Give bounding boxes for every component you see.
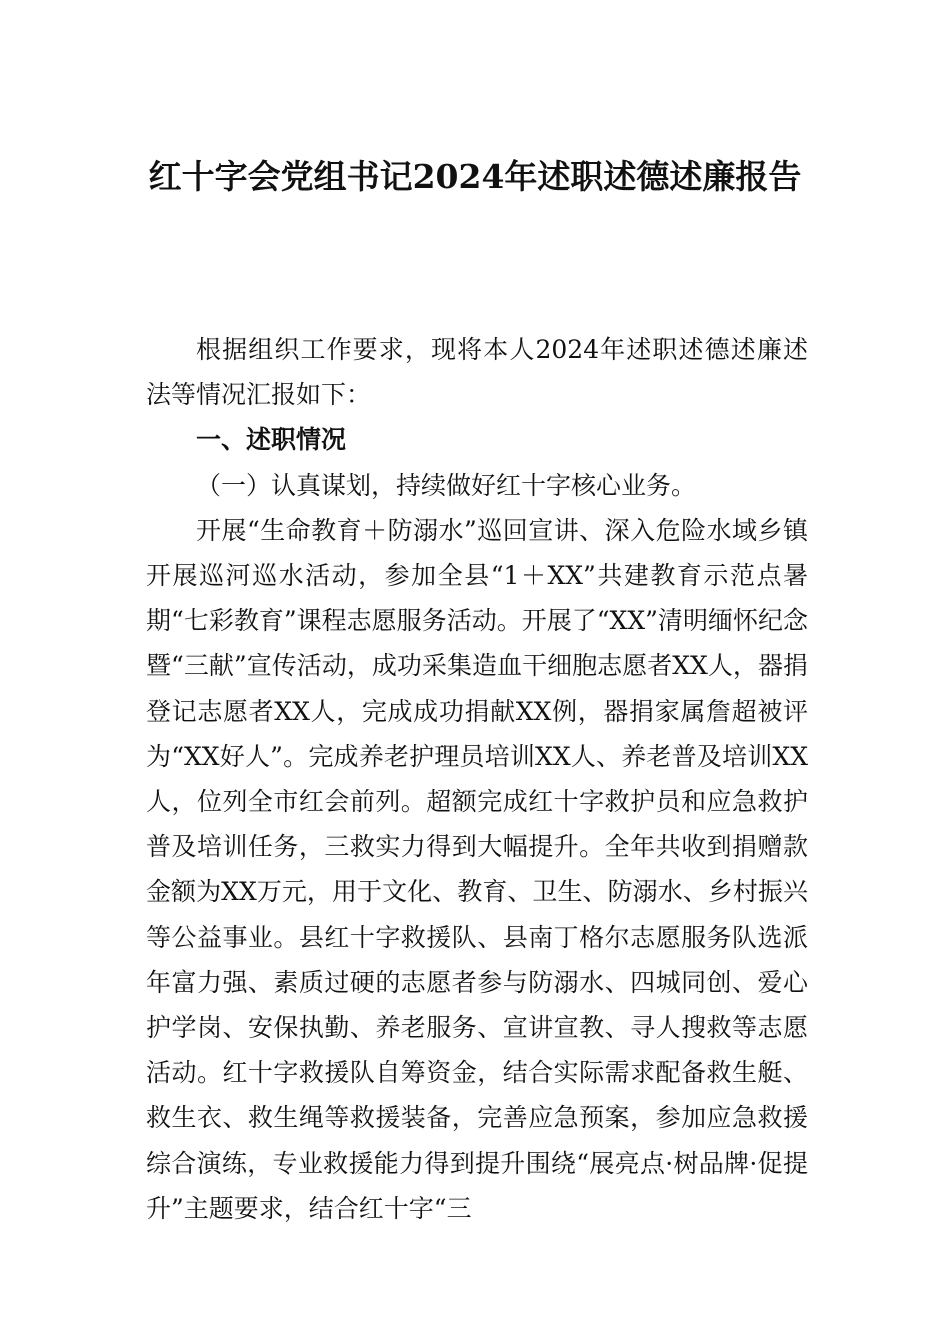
subsection-heading: （一）认真谋划，持续做好红十字核心业务。: [196, 470, 697, 500]
document-title: 红十字会党组书记2024年述职述德述廉报告: [148, 157, 802, 196]
document-body: [146, 327, 808, 1231]
section-heading: 一、述职情况: [196, 425, 347, 455]
body-paragraph: 开展“生命教育＋防溺水”巡回宣讲、深入危险水域乡镇开展巡河巡水活动，参加全县“1＋XX”共建教育示范点暑期“七彩教育”课程志愿服务活动。开展了“XX”清明缅怀纪念暨“三献”宣传活动，成功采集造血干细胞志愿者XX人，器捐登记志愿者XX人，完成成功捐献XX例，器捐家属詹超被评为“XX好人”。完成养老护理员培训XX人、养老普及培训XX人，位列全市红会前列。超额完成红十字救护员和应急救护普及培训任务，三救实力得到大幅提升。全年共收到捐赠款金额为XX万元，用于文化、教育、卫生、防溺水、乡村振兴等公益事业。县红十字救援队、县南丁格尔志愿服务队选派年富力强、素质过硬的志愿者参与防溺水、四城同创、爱心护学岗、安保执勤、养老服务、宣讲宣教、寻人搜救等志愿活动。红十字救援队自筹资金，结合实际需求配备救生艇、救生衣、救生绳等救援装备，完善应急预案，参加应急救援综合演练，专业救援能力得到提升围绕“展亮点·树品牌·促提升”主题要求，结合红十字“三: [146, 515, 808, 1223]
intro-paragraph: 根据组织工作要求，现将本人2024年述职述德述廉述法等情况汇报如下：: [146, 335, 808, 410]
